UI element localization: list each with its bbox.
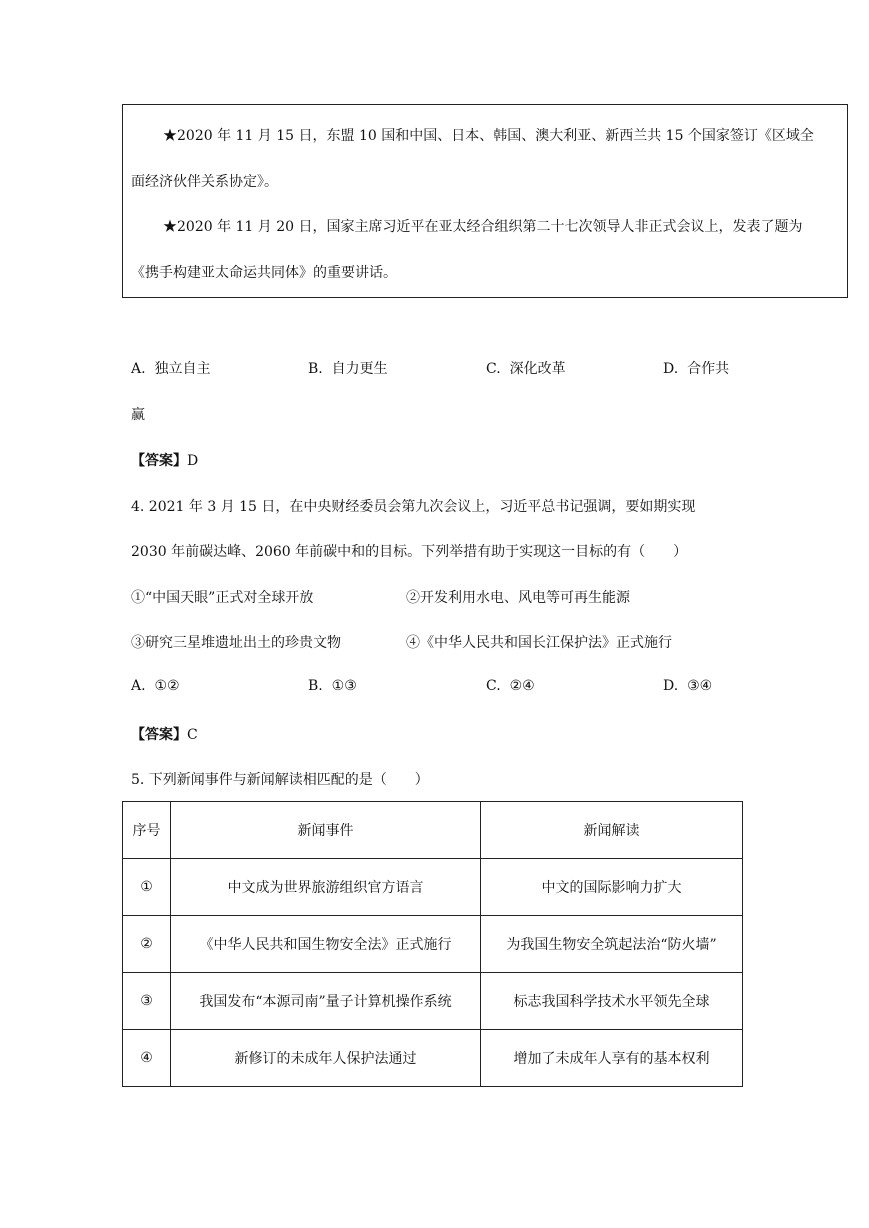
row-news-interpretation: 为我国生物安全筑起法治“防火墙” bbox=[481, 916, 743, 973]
row-news-event: 新修订的未成年人保护法通过 bbox=[171, 1030, 481, 1087]
context-para1-line2: 面经济伙伴关系协定》。 bbox=[131, 174, 278, 190]
q3-option-d: D. 合作共 bbox=[663, 361, 730, 377]
row-index: ④ bbox=[123, 1030, 171, 1087]
q4-option-d: D. ③④ bbox=[663, 678, 713, 694]
q4-stem-line2: 2030 年前碳达峰、2060 年前碳中和的目标。下列举措有助于实现这一目标的有（ ） bbox=[131, 544, 688, 560]
news-match-table bbox=[122, 801, 743, 1087]
context-para1-line1: ★2020 年 11 月 15 日，东盟 10 国和中国、日本、韩国、澳大利亚、新西兰共 15 个国家签订《区域全 bbox=[163, 128, 814, 144]
table-row bbox=[123, 1030, 743, 1087]
q4-stem-line1: 4. 2021 年 3 月 15 日，在中央财经委员会第九次会议上，习近平总书记强调，要如期实现 bbox=[131, 499, 696, 515]
q4-item-3: ③研究三星堆遗址出土的珍贵文物 bbox=[131, 635, 341, 651]
context-material-box bbox=[122, 104, 848, 298]
table-header-row bbox=[123, 802, 743, 859]
header-news-interpretation: 新闻解读 bbox=[481, 802, 743, 859]
q4-option-a: A. ①② bbox=[131, 678, 180, 694]
answer-value: C bbox=[187, 727, 198, 743]
q4-item-2: ②开发利用水电、风电等可再生能源 bbox=[406, 590, 630, 606]
table-row bbox=[123, 916, 743, 973]
q3-option-b: B. 自力更生 bbox=[308, 361, 388, 377]
q4-item-4: ④《中华人民共和国长江保护法》正式施行 bbox=[406, 635, 672, 651]
q4-option-c: C. ②④ bbox=[486, 678, 535, 694]
q3-option-c: C. 深化改革 bbox=[486, 361, 566, 377]
q3-option-a: A. 独立自主 bbox=[131, 361, 211, 377]
row-news-event: 中文成为世界旅游组织官方语言 bbox=[171, 859, 481, 916]
row-index: ② bbox=[123, 916, 171, 973]
answer-value: D bbox=[187, 453, 199, 469]
q3-option-d-wrap: 赢 bbox=[131, 407, 145, 423]
header-news-event: 新闻事件 bbox=[171, 802, 481, 859]
row-news-event: 我国发布“本源司南”量子计算机操作系统 bbox=[171, 973, 481, 1030]
q5-stem: 5. 下列新闻事件与新闻解读相匹配的是（ ） bbox=[131, 772, 429, 788]
context-para2-line1: ★2020 年 11 月 20 日，国家主席习近平在亚太经合组织第二十七次领导人非正式会议上，发表了题为 bbox=[163, 219, 803, 235]
q4-answer bbox=[131, 724, 198, 744]
row-news-event: 《中华人民共和国生物安全法》正式施行 bbox=[171, 916, 481, 973]
answer-tag: 【答案】 bbox=[131, 727, 187, 743]
row-index: ③ bbox=[123, 973, 171, 1030]
context-para2-line2: 《携手构建亚太命运共同体》的重要讲话。 bbox=[131, 265, 397, 281]
row-news-interpretation: 中文的国际影响力扩大 bbox=[481, 859, 743, 916]
q4-item-1: ①“中国天眼”正式对全球开放 bbox=[131, 590, 314, 606]
q3-answer bbox=[131, 450, 198, 470]
row-news-interpretation: 增加了未成年人享有的基本权利 bbox=[481, 1030, 743, 1087]
table-row bbox=[123, 859, 743, 916]
header-index: 序号 bbox=[123, 802, 171, 859]
q4-option-b: B. ①③ bbox=[308, 678, 357, 694]
table-row bbox=[123, 973, 743, 1030]
answer-tag: 【答案】 bbox=[131, 453, 187, 469]
row-news-interpretation: 标志我国科学技术水平领先全球 bbox=[481, 973, 743, 1030]
row-index: ① bbox=[123, 859, 171, 916]
